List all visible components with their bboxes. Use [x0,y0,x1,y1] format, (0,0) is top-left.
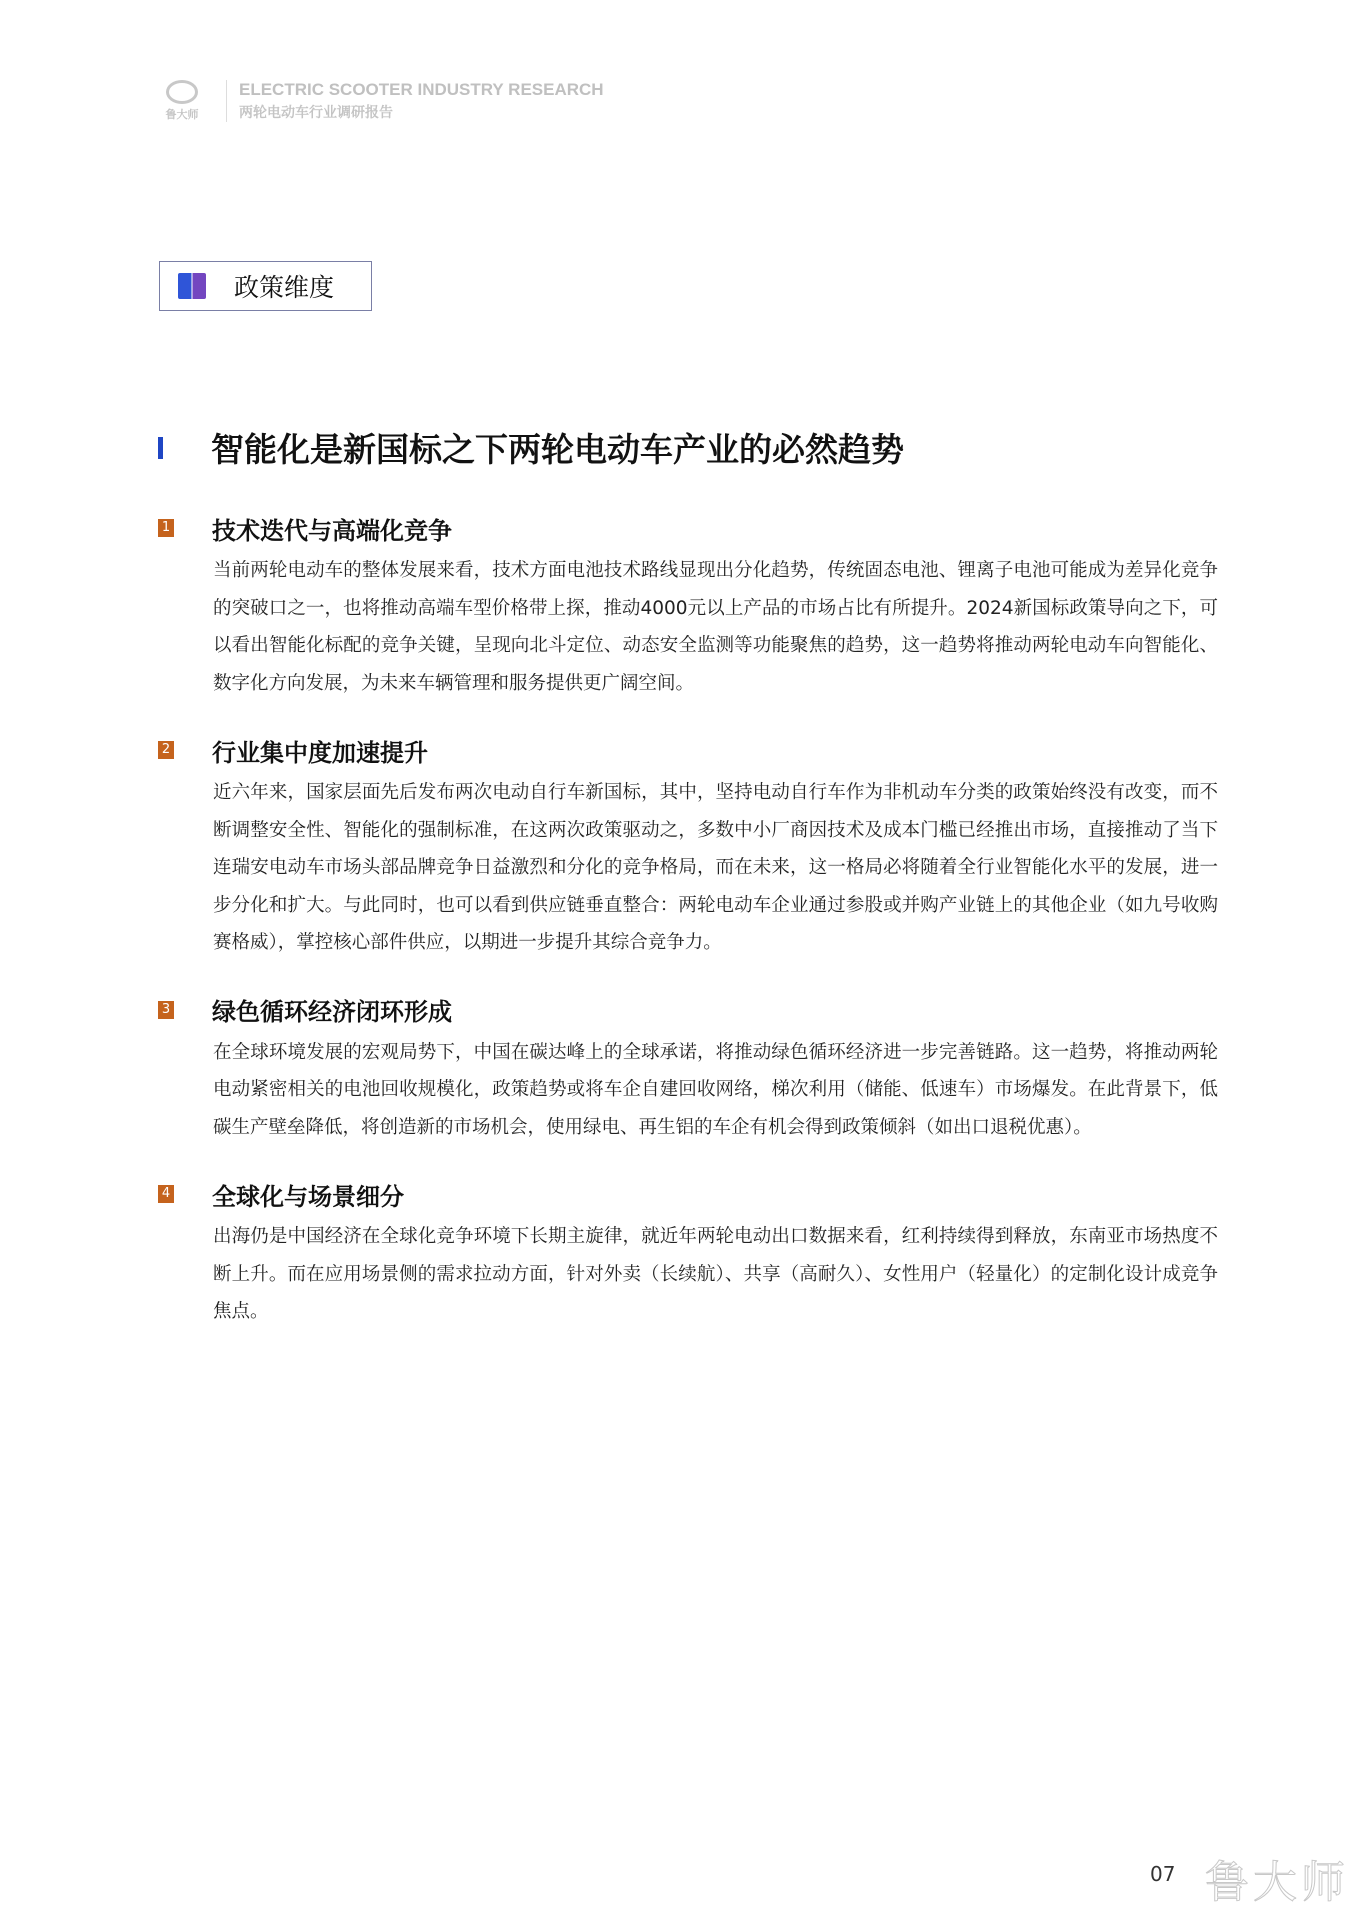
section-body: 当前两轮电动车的整体发展来看，技术方面电池技术路线显现出分化趋势，传统固态电池、锂离子电池可能成为差异化竞争的突破口之一，也将推动高端车型价格带上探，推动4000元以上产品的市场占比有所提升。2024新国标政策导向之下，可以看出智能化标配的竞争关键，呈现向北斗定位、动态安全监测等功能聚焦的趋势，这一趋势将推动两轮电动车向智能化、数字化方向发展，为未来车辆管理和服务提供更广阔空间。 [213,560,1218,694]
page-header [158,80,604,122]
sections-list [158,508,1218,1359]
header-title-en: ELECTRIC SCOOTER INDUSTRY RESEARCH [239,80,604,99]
header-title-cn: 两轮电动车行业调研报告 [239,105,393,121]
section-heading: 行业集中度加速提升 [212,738,428,767]
section-number: 1 [158,519,174,537]
section-heading: 技术迭代与高端化竞争 [212,516,452,545]
section-number: 2 [158,741,174,759]
book-icon [178,273,206,299]
section-heading: 绿色循环经济闭环形成 [212,998,452,1026]
page-number: 07 [1150,1862,1176,1886]
logo-text: 鲁大师 [165,108,199,121]
section-3 [158,990,1218,1147]
logo-icon [166,80,198,104]
main-title [158,424,904,471]
main-title-text: 智能化是新国标之下两轮电动车产业的必然趋势 [211,430,904,469]
watermark: 鲁大师 [1205,1857,1349,1908]
section-heading: 全球化与场景细分 [212,1182,404,1211]
brand-logo [158,80,206,122]
title-accent-bar [158,437,163,459]
section-number: 3 [158,1001,174,1019]
section-tag [159,261,372,311]
section-4 [158,1174,1218,1331]
section-number: 4 [158,1185,174,1203]
section-tag-label: 政策维度 [234,273,335,302]
section-body: 出海仍是中国经济在全球化竞争环境下长期主旋律，就近年两轮电动出口数据来看，红利持续得到释放，东南亚市场热度不断上升。而在应用场景侧的需求拉动方面，针对外卖（长续航）、共享（高耐久）、女性用户（轻量化）的定制化设计成竞争焦点。 [213,1226,1218,1322]
header-divider [226,80,227,122]
section-body: 在全球环境发展的宏观局势下，中国在碳达峰上的全球承诺，将推动绿色循环经济进一步完善链路。这一趋势，将推动两轮电动紧密相关的电池回收规模化，政策趋势或将车企自建回收网络，梯次利用（储能、低速车）市场爆发。在此背景下，低碳生产壁垒降低，将创造新的市场机会，使用绿电、再生铝的车企有机会得到政策倾斜（如出口退税优惠）。 [213,1041,1218,1138]
section-body: 近六年来，国家层面先后发布两次电动自行车新国标，其中，坚持电动自行车作为非机动车分类的政策始终没有改变，而不断调整安全性、智能化的强制标准，在这两次政策驱动之，多数中小厂商因技术及成本门槛已经推出市场，直接推动了当下连瑞安电动车市场头部品牌竞争日益激烈和分化的竞争格局，而在未来，这一格局必将随着全行业智能化水平的发展，进一步分化和扩大。与此同时，也可以看到供应链垂直整合：两轮电动车企业通过参股或并购产业链上的其他企业（如九号收购赛格威），掌控核心部件供应，以期进一步提升其综合竞争力。 [213,782,1218,953]
section-2 [158,730,1218,962]
section-1 [158,508,1218,702]
